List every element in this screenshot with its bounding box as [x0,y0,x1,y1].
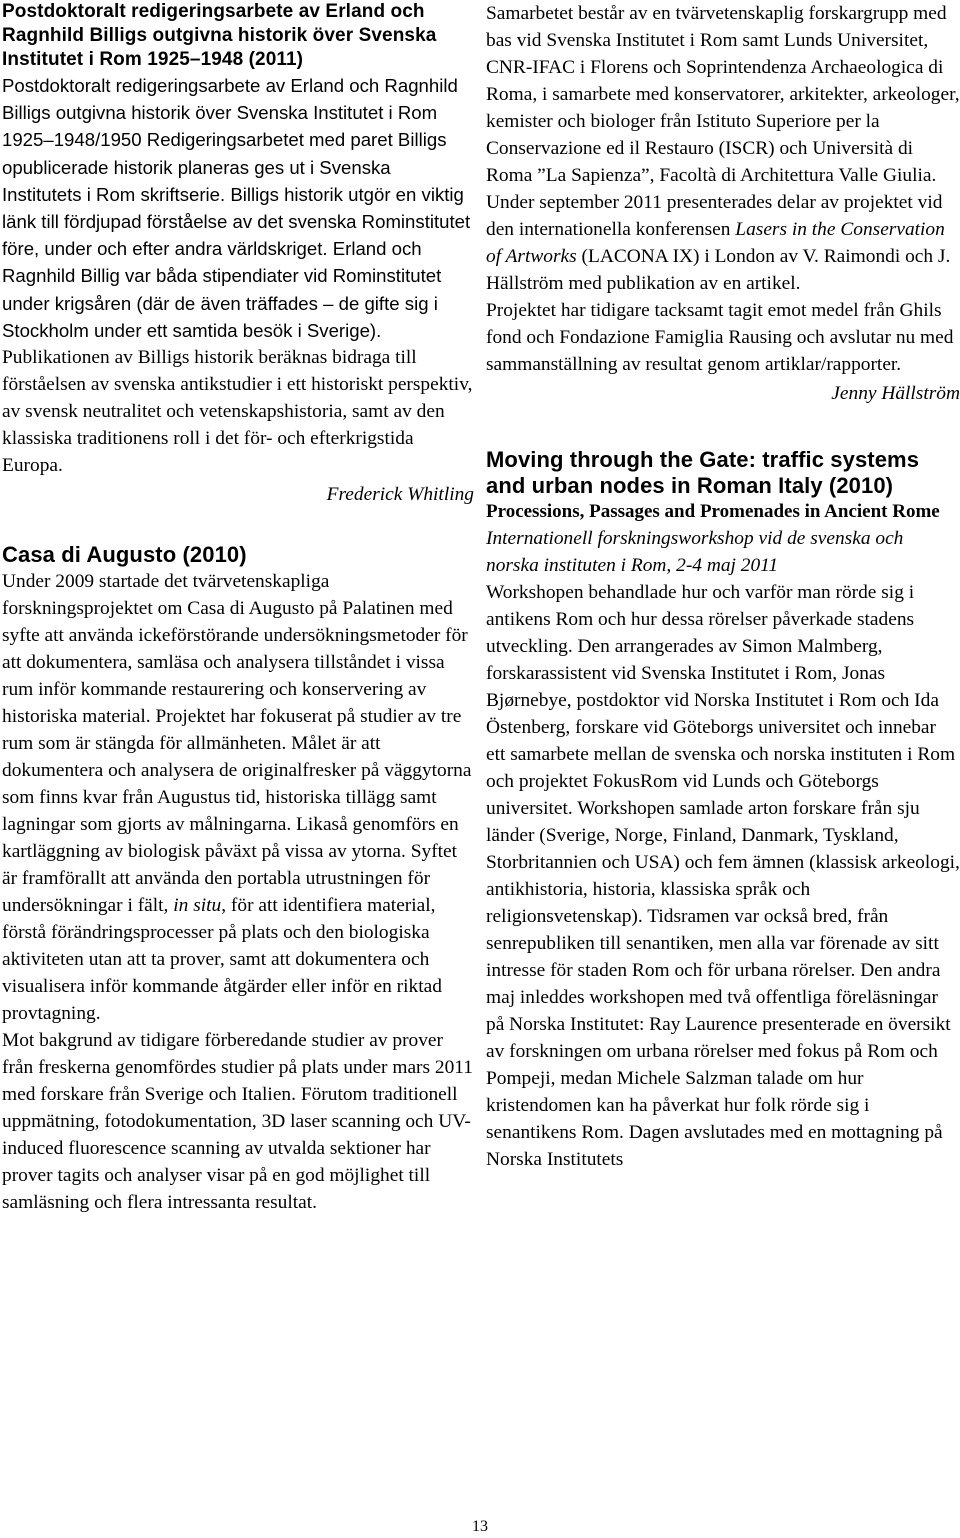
casa-cont-p2-italic: Lasers in the Conservation of Artworks [486,219,945,267]
casa-author: Jenny Hällström [831,383,960,404]
gate-italic-line: Internationell forskningsworkshop vid de svenska och norska instituten i Rom, 2-4 maj 2011 [486,528,904,576]
casa-p1-italic: in situ [173,894,222,916]
casa-cont-paragraph-2 [486,189,960,297]
casa-p1-text-a: Under 2009 startade det tvärvetenskapliga forskningsprojektet om Casa di Augusto på Palatinen med syfte att använda ickeförstörande undersökningsmetoder för att dokumentera, samläsa och analysera tillståndet i vissa rum inför kommande restaurering och konservering av historiska material. Projektet har fokuserat på studier av tre rum som är stängda för allmänheten. Målet är att dokumentera och analysera de originalfresker på väggytorna som finns kvar från Augustus tid, historiska tillägg samt lagningar som gjorts av målningarna. Likaså genomförs en kartläggning av biologisk påväxt på vissa av ytorna. Syftet är framförallt att använda den portabla utrustningen för undersökningar i fält, [2,570,472,916]
casa-p1-text-b: , för att identifiera material, förstå förändringsprocesser på plats och den biologiska aktiviteten utan att ta prover, samt att dokumentera och visualisera inför kommande åtgärder eller inför en riktad provtagning. [2,894,442,1024]
gate-heading: Moving through the Gate: traffic systems and urban nodes in Roman Italy (2010) [486,447,920,498]
gate-subheading: Processions, Passages and Promenades in Ancient Rome [486,501,940,522]
casa-cont-paragraph-3: Projektet har tidigare tacksamt tagit emot medel från Ghils fond och Fondazione Famiglia Rausing och avslutar nu med sammanställning av resultat genom artiklar/rapporter. [486,300,954,375]
casa-cont-p2-text-b: (LACONA IX) i London av V. Raimondi och J. Hällström med publikation av en artikel. [486,246,951,294]
left-column [2,0,474,1216]
casa-cont-p2-text-a: Under september 2011 presenterades delar av projektet vid den internationella konferensen [486,192,943,240]
billig-body-sans: Postdoktoralt redigeringsarbete av Erland och Ragnhild Billigs outgivna historik över Svenska Institutet i Rom 1925–1948/1950 Redigeringsarbetet med paret Billigs opublicerade historik planeras ges ut i Svenska Institutets i Rom skriftserie. Billigs historik utgör en viktig länk till fördjupad förståelse av det svenska Rominstitutet före, under och efter andra världskriget. Erland och Ragnhild Billig var båda stipendiater vid Rominstitutet under krigsåren (där de även träffades – de gifte sig i Stockholm under ett samtida besök i Sverige). [2,75,471,341]
billig-section [2,72,474,344]
casa-heading: Casa di Augusto (2010) [2,542,247,568]
right-column [486,0,960,1173]
gate-body: Workshopen behandlade hur och varför man rörde sig i antikens Rom och hur dessa rörelser påverkade stadens utveckling. Den arrangerades av Simon Malmberg, forskarassistent vid Svenska Institutet i Rom, Jonas Bjørnebye, postdoktor vid Norska Institutet i Rom och Ida Östenberg, forskare vid Göteborgs universitet och innebar ett samarbete mellan de svenska och norska instituten i Rom och projektet FokusRom vid Lunds och Göteborgs universitet. Workshopen samlade arton forskare från sju länder (Sverige, Norge, Finland, Danmark, Tyskland, Storbritannien och USA) och fem ämnen (klassisk arkeologi, antikhistoria, historia, klassiska språk och religionsvetenskap). Tidsramen var också bred, från senrepubliken till senantiken, men alla var förenade av sitt intresse för staden Rom och för urbana rörelser. Den andra maj inleddes workshopen med två offentliga föreläsningar på Norska Institutet: Ray Laurence presenterade en översikt av forskningen om urbana rörelser med fokus på Rom och Pompeji, medan Michele Salzman talade om hur kristendomen kan ha påverkat hur folk rörde sig i senantikens Rom. Dagen avslutades med en mottagning på Norska Institutets [486,582,960,1170]
billig-body-serif: Publikationen av Billigs historik beräknas bidraga till förståelsen av svenska antikstudier i ett historiskt perspektiv, av svensk neutralitet och vetenskapshistoria, samt av den klassiska traditionens roll i det för- och efterkrigstida Europa. [2,347,473,477]
casa-paragraph-2: Mot bakgrund av tidigare förberedande studier av prover från freskerna genomfördes studier på plats under mars 2011 med forskare från Sverige och Italien. Förutom traditionell uppmätning, fotodokumentation, 3D laser scanning och UV-induced fluorescence scanning av utvalda sektioner har prover tagits och analyser visar på en god möjlighet till samläsning och flera intressanta resultat. [2,1029,473,1213]
casa-paragraph-1 [2,568,474,1027]
billig-author: Frederick Whitling [326,484,474,506]
casa-cont-paragraph-1: Samarbetet består av en tvärvetenskaplig forskargrupp med bas vid Svenska Institutet i Rom samt Lunds Universitet, CNR-IFAC i Florens och Soprintendenza Archaeologica di Roma, i samarbete med konservatorer, arkitekter, arkeologer, kemister och biologer från Istituto Superiore per la Conservazione ed il Restauro (ISCR) och Università di Roma ”La Sapienza”, Facoltà di Architettura Valle Giulia. [486,3,960,186]
billig-heading: Postdoktoralt redigeringsarbete av Erland och Ragnhild Billigs outgivna historik över Svenska Institutet i Rom 1925–1948 (2011) [2,1,437,70]
page-number: 13 [472,1518,488,1535]
